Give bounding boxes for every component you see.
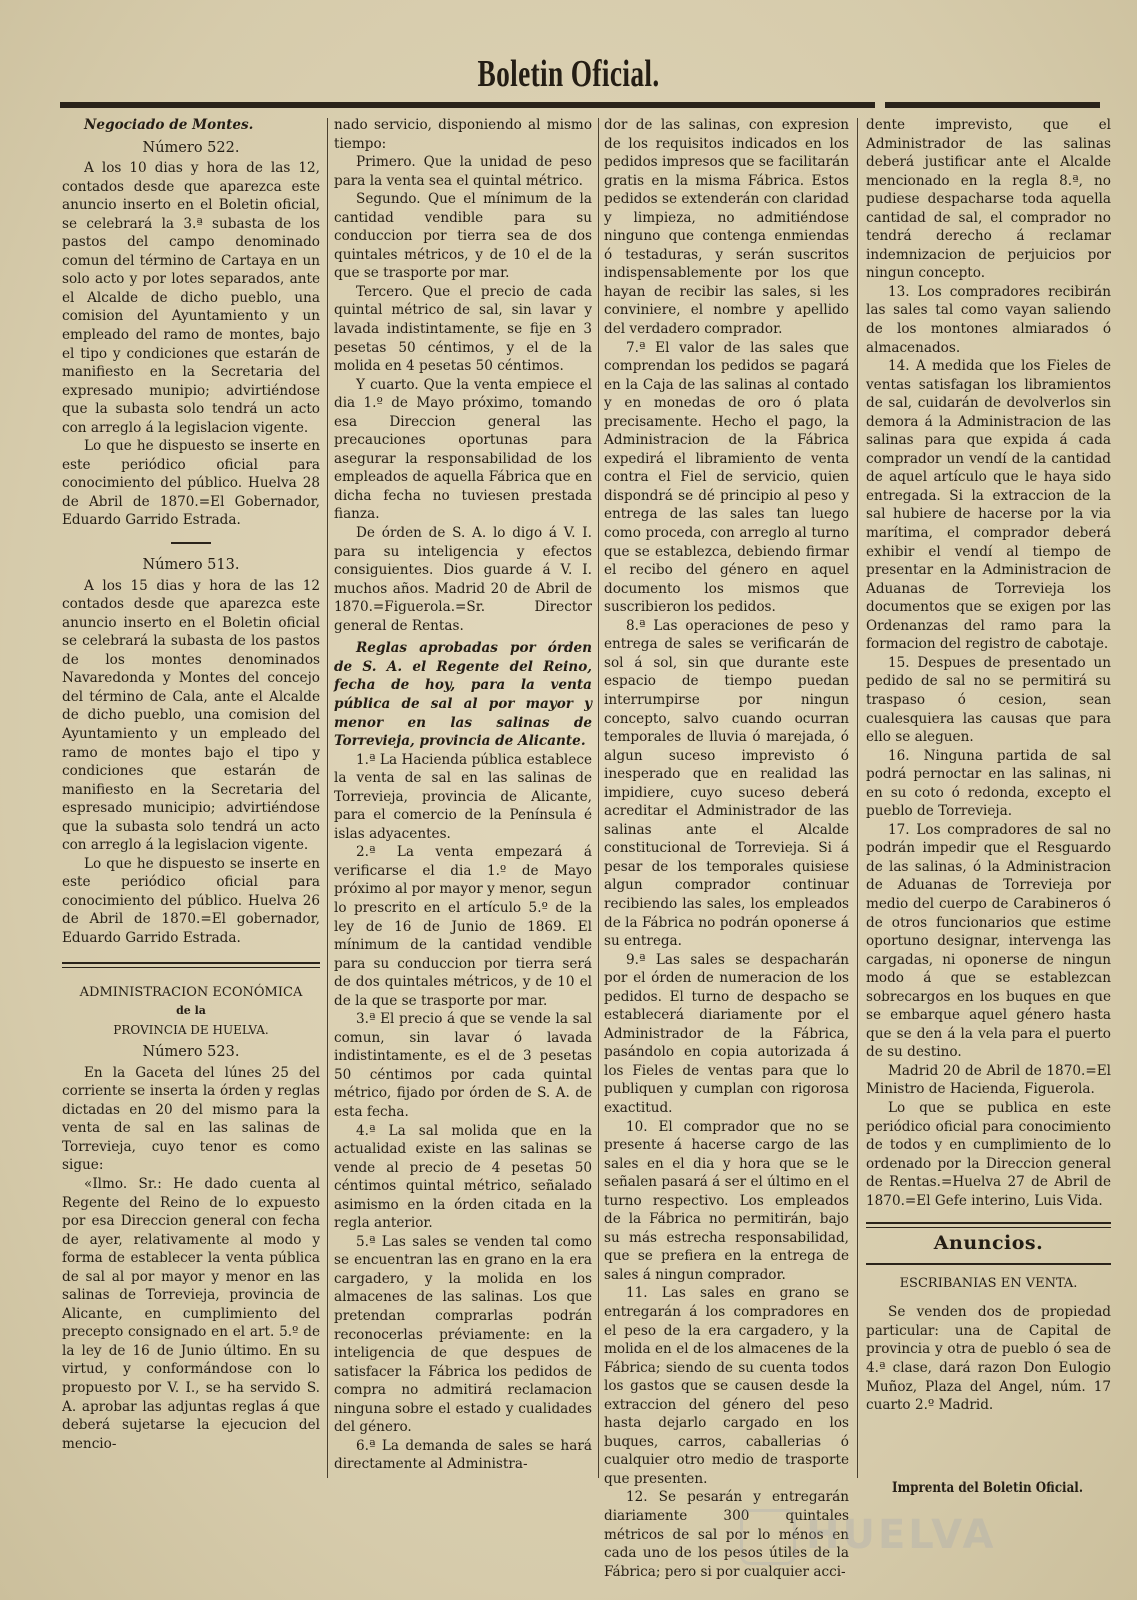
paragraph: Tercero. Que el precio de cada quintal métrico de sal, sin lavar y lavada indistintamente, se fije en 3 pesetas 50 céntimos, y el de la molida en 4 pesetas 50 céntimos. bbox=[334, 283, 592, 375]
column-2 bbox=[334, 116, 592, 1474]
paragraph: nado servicio, disponiendo al mismo tiempo: bbox=[334, 117, 592, 152]
rule: 4.ª La sal molida que en la actualidad existe en las salinas se vende al precio de 4 pesetas 50 céntimos quintal métrico, señalado asimismo en la órden citada en la regla anterior. bbox=[334, 1122, 592, 1232]
rule: 16. Ninguna partida de sal podrá pernoctar en las salinas, ni en su coto ó redonda, excepto el pueblo de Torrevieja. bbox=[866, 747, 1111, 820]
paragraph: Primero. Que la unidad de peso para la venta sea el quintal métrico. bbox=[334, 154, 592, 189]
archive-watermark bbox=[740, 1500, 1070, 1570]
classified-heading: ESCRIBANIAS EN VENTA. bbox=[899, 1275, 1078, 1291]
archive-logo-icon bbox=[740, 1509, 796, 1565]
paragraph: De órden de S. A. lo digo á V. I. para su inteligencia y efectos consiguientes. Dios guarde á V. I. muchos años. Madrid 20 de Abril de 1870.=Figuerola.=Sr. Director general de Rentas. bbox=[334, 525, 592, 634]
divider bbox=[171, 542, 211, 546]
rule: 6.ª La demanda de sales se hará directamente al Administra- bbox=[334, 1437, 592, 1473]
signature: Madrid 20 de Abril de 1870.=El Ministro de Hacienda, Figuerola. bbox=[866, 1062, 1111, 1098]
printer-credit: Imprenta del Boletin Oficial. bbox=[892, 1480, 1083, 1496]
rule: 12. Se pesarán y entregarán diariamente 300 quintales métricos de sal por lo ménos en cada uno de los pesos útiles de la Fábrica; pero si por cualquier acci- bbox=[604, 1489, 849, 1580]
admin-heading-sub: de la bbox=[176, 1004, 206, 1018]
announcements-heading: Anuncios. bbox=[933, 1232, 1044, 1255]
paragraph: Lo que se publica en este periódico oficial para conocimiento de todos y en cumplimiento de lo ordenado por la Direccion general de Rentas.=Huelva 27 de Abril de 1870.=El Gefe interino, Luis Vida. bbox=[866, 1099, 1111, 1209]
rule: 9.ª Las sales se despacharán por el órden de numeracion de los pedidos. El turno de despacho se establecerá diariamente por el Administrador de la Fábrica, pasándolo en copia autorizada á los Fieles de ventas para que lo publiquen y cumplan con rigorosa exactitud. bbox=[604, 951, 849, 1116]
rule: 14. A medida que los Fieles de ventas satisfagan los libramientos de sal, cuidarán de devolverlos sin demora á la Administracion de las salinas para que expida á cada comprador un vendí de la cantidad de aquel artículo que le haya sido entregada. Si la extraccion de la sal hubiere de hacerse por la via marítima, el comprador deberá exhibir el vendí al tiempo de presentar en la Administracion de Aduanas de Torrevieja los documentos que se exigen por las Ordenanzas del ramo para la formacion del registro de cabotaje. bbox=[866, 358, 1111, 653]
paragraph: dente imprevisto, que el Administrador de las salinas deberá justificar ante el Alcalde mencionado en la regla 8.ª, no pudiese despacharse toda aquella cantidad de sal, el comprador no tendrá derecho á reclamar indemnizacion de perjuicios por ningun concepto. bbox=[866, 117, 1111, 282]
rule: 13. Los compradores recibirán las sales tal como vayan saliendo de los montones almiarados ó almacenados. bbox=[866, 283, 1111, 356]
column-4 bbox=[866, 116, 1111, 1415]
announcement-number: Número 522. bbox=[142, 139, 240, 156]
divider bbox=[62, 962, 320, 968]
paragraph: Lo que he dispuesto se inserte en este periódico oficial para conocimiento del público. Huelva 28 de Abril de 1870.=El Gobernador, Eduardo Garrido Estrada. bbox=[62, 438, 320, 529]
section-heading: Negociado de Montes. bbox=[84, 117, 254, 133]
column-3 bbox=[604, 116, 849, 1581]
rule: 2.ª La venta empezará á verificarse el dia 1.º de Mayo próximo al por mayor y menor, segun lo prescrito en el artículo 5.º de la ley de 16 de Junio de 1869. El mínimum de la cantidad vendible para su conduccion por tierra será de dos quintales métricos, y de 10 el de la que se trasporte por mar. bbox=[334, 844, 592, 1009]
divider bbox=[866, 1222, 1111, 1228]
rule: 3.ª El precio á que se vende la sal comun, sin lavar ó lavada indistintamente, es el de 3 pesetas 50 céntimos por cada quintal métrico, fijado por órden de S. A. de esta fecha. bbox=[334, 1011, 592, 1120]
rule: 5.ª Las sales se venden tal como se encuentran las en grano en la era cargadero, y la molida en los almacenes de las salinas. Los que pretendan comprarlas podrán reconocerlas préviamente: en la inteligencia de que despues de satisfacer la Fábrica los pedidos de compra no admitirá reclamacion ninguna sobre el estado y cualidades del género. bbox=[334, 1233, 592, 1436]
rule: 1.ª La Hacienda pública establece la venta de sal en las salinas de Torrevieja, provincia de Alicante, para el comercio de la Península é islas adyacentes. bbox=[334, 751, 592, 842]
masthead-rule-right bbox=[885, 102, 1100, 108]
paragraph: A los 10 dias y hora de las 12, contados desde que aparezca este anuncio inserto en el Boletin oficial, se celebrará la 3.ª subasta de los pastos del campo denominado comun del término de Cartaya en un solo acto y por lotes separados, ante el Alcalde de dicho pueblo, una comision del Ayuntamiento y un empleado del ramo de montes, bajo el tipo y condiciones que estarán de manifiesto en la Secretaria del expresado munipio; advirtiéndose que la subasta solo tendrá un acto con arreglo á la legislacion vigente. bbox=[62, 160, 320, 436]
watermark-text: HUELVA bbox=[806, 1512, 997, 1558]
paragraph: Y cuarto. Que la venta empiece el dia 1.º de Mayo próximo, tomando esa Direccion general las precauciones oportunas para asegurar la responsabilidad de los empleados de aquella Fábrica que en dicha fecha no tuviesen prestada fianza. bbox=[334, 376, 592, 523]
announcement-number: Número 523. bbox=[142, 1044, 240, 1061]
column-divider bbox=[857, 118, 858, 1478]
rule: 8.ª Las operaciones de peso y entrega de sales se verificarán de sol á sol, sin que durante este espacio de tiempo puedan interrumpirse por ningun concepto, salvo cuando ocurran temporales de lluvia ó marejada, ó algun suceso imprevisto ó inesperado que en realidad las impidiere, cuyo suceso deberá acreditar el Administrador de las salinas ante el Alcalde constitucional de Torrevieja. Si á pesar de los temporales quisiese algun comprador continuar recibiendo las sales, los empleados de la Fábrica no podrán oponerse á su entrega. bbox=[604, 617, 849, 950]
rule: 17. Los compradores de sal no podrán impedir que el Resguardo de las salinas, ó la Administracion de Aduanas de Torrevieja por medio del cuerpo de Carabineros ó de otros funcionarios que estime oportuno designar, intervenga las cargadas, ni oponerse de ningun modo á que se establezcan sobrecargos en los buques en que se embarque aquel género hasta que se den á la vela para el puerto de su destino. bbox=[866, 821, 1111, 1061]
rule: 15. Despues de presentado un pedido de sal no se permitirá su traspaso ó cesion, sean cualesquiera las causas que para ello se aleguen. bbox=[866, 654, 1111, 746]
masthead-rule-left bbox=[60, 102, 875, 108]
paragraph: A los 15 dias y hora de las 12 contados desde que aparezca este anuncio inserto en el Boletin oficial se celebrará la subasta de los pastos de los montes denominados Navaredonda y Montes del concejo del término de Cala, ante el Alcalde de dicho pueblo, una comision del Ayuntamiento y un empleado del ramo de montes bajo el tipo y condiciones que estarán de manifiesto en la Secretaria del espresado municipio; advirtiéndose que la subasta solo tendrá un acto con arreglo á la legislacion vigente. bbox=[62, 577, 320, 854]
paragraph: Segundo. Que el mínimum de la cantidad vendible para su conduccion por tierra sea de dos quintales métricos, y de 10 el de la que se trasporte por mar. bbox=[334, 191, 592, 282]
admin-heading: ADMINISTRACION ECONÓMICA bbox=[79, 984, 303, 1000]
column-1 bbox=[62, 116, 320, 1453]
paragraph: «Ilmo. Sr.: He dado cuenta al Regente del Reino de lo expuesto por esa Direccion general con fecha de ayer, relativamente al modo y forma de establecer la venta pública de sal al por mayor y menor en las salinas de Torrevieja, provincia de Alicante, en cumplimiento del precepto consignado en el art. 5.º de la ley de 16 de Junio último. En su virtud, y conformándose con lo propuesto por V. I., se ha servido S. A. aprobar las adjuntas reglas á que deberá sujetarse la ejecucion del mencio- bbox=[62, 1175, 320, 1452]
paragraph: Lo que he dispuesto se inserte en este periódico oficial para conocimiento del público. Huelva 26 de Abril de 1870.=El gobernador, Eduardo Garrido Estrada. bbox=[62, 855, 320, 946]
masthead-title: Boletin Oficial. bbox=[477, 53, 660, 95]
rule: 10. El comprador que no se presente á hacerse cargo de las sales en el dia y hora que se le señalen pasará á ser el último en el turno respectivo. Los empleados de la Fábrica no permitirán, bajo su más estrecha responsabilidad, que se prefiera en la entrega de sales á ningun comprador. bbox=[604, 1118, 849, 1283]
column-divider bbox=[598, 118, 599, 1478]
admin-heading-province: PROVINCIA DE HUELVA. bbox=[113, 1022, 269, 1037]
rule: 11. Las sales en grano se entregarán á los compradores en el peso de la era cargadero, y la molida en el de los almacenes de la Fábrica; siendo de su cuenta todos los gastos que se causen desde la extraccion del género del peso hasta dejarlo cargado en los buques, carros, caballerias ó cualquier otro medio de trasporte que presenten. bbox=[604, 1285, 849, 1487]
paragraph: En la Gaceta del lúnes 25 del corriente se inserta la órden y reglas dictadas en 20 del mismo para la venta de sal en las salinas de Torrevieja, cuyo tenor es como sigue: bbox=[62, 1064, 320, 1174]
divider bbox=[866, 1263, 1111, 1267]
classified-text: Se venden dos de propiedad particular: una de Capital de provincia y otra de pueblo ó sea de 4.ª clase, dará razon Don Eulogio Muñoz, Plaza del Angel, núm. 17 cuarto 2.º Madrid. bbox=[866, 1304, 1111, 1414]
announcement-number: Número 513. bbox=[142, 557, 240, 574]
rule: 7.ª El valor de las sales que comprendan los pedidos se pagará en la Caja de las salinas al contado y en monedas de oro ó plata precisamente. Hecho el pago, la Administracion de la Fábrica expedirá el libramiento de venta contra el Fiel de servicio, quien dispondrá se dé principio al peso y entrega de las sales tan luego como proceda, con arreglo al turno que se establezca, debiendo firmar el recibo del género en aquel documento los mismos que suscribieron los pedidos. bbox=[604, 339, 849, 616]
column-divider bbox=[327, 118, 328, 1478]
rules-heading: Reglas aprobadas por órden de S. A. el Regente del Reino, fecha de hoy, para la venta pública de sal al por mayor y menor en las salinas de Torrevieja, provincia de Alicante. bbox=[334, 640, 592, 750]
paragraph: dor de las salinas, con expresion de los requisitos indicados en los pedidos impresos que se facilitarán gratis en la misma Fábrica. Estos pedidos se extenderán con claridad y limpieza, no admitiéndose ninguno que contenga enmiendas ó testaduras, y serán suscritos indispensablemente por los que hayan de recibir las sales, si les conviniere, el nombre y apellido del verdadero comprador. bbox=[604, 117, 850, 338]
